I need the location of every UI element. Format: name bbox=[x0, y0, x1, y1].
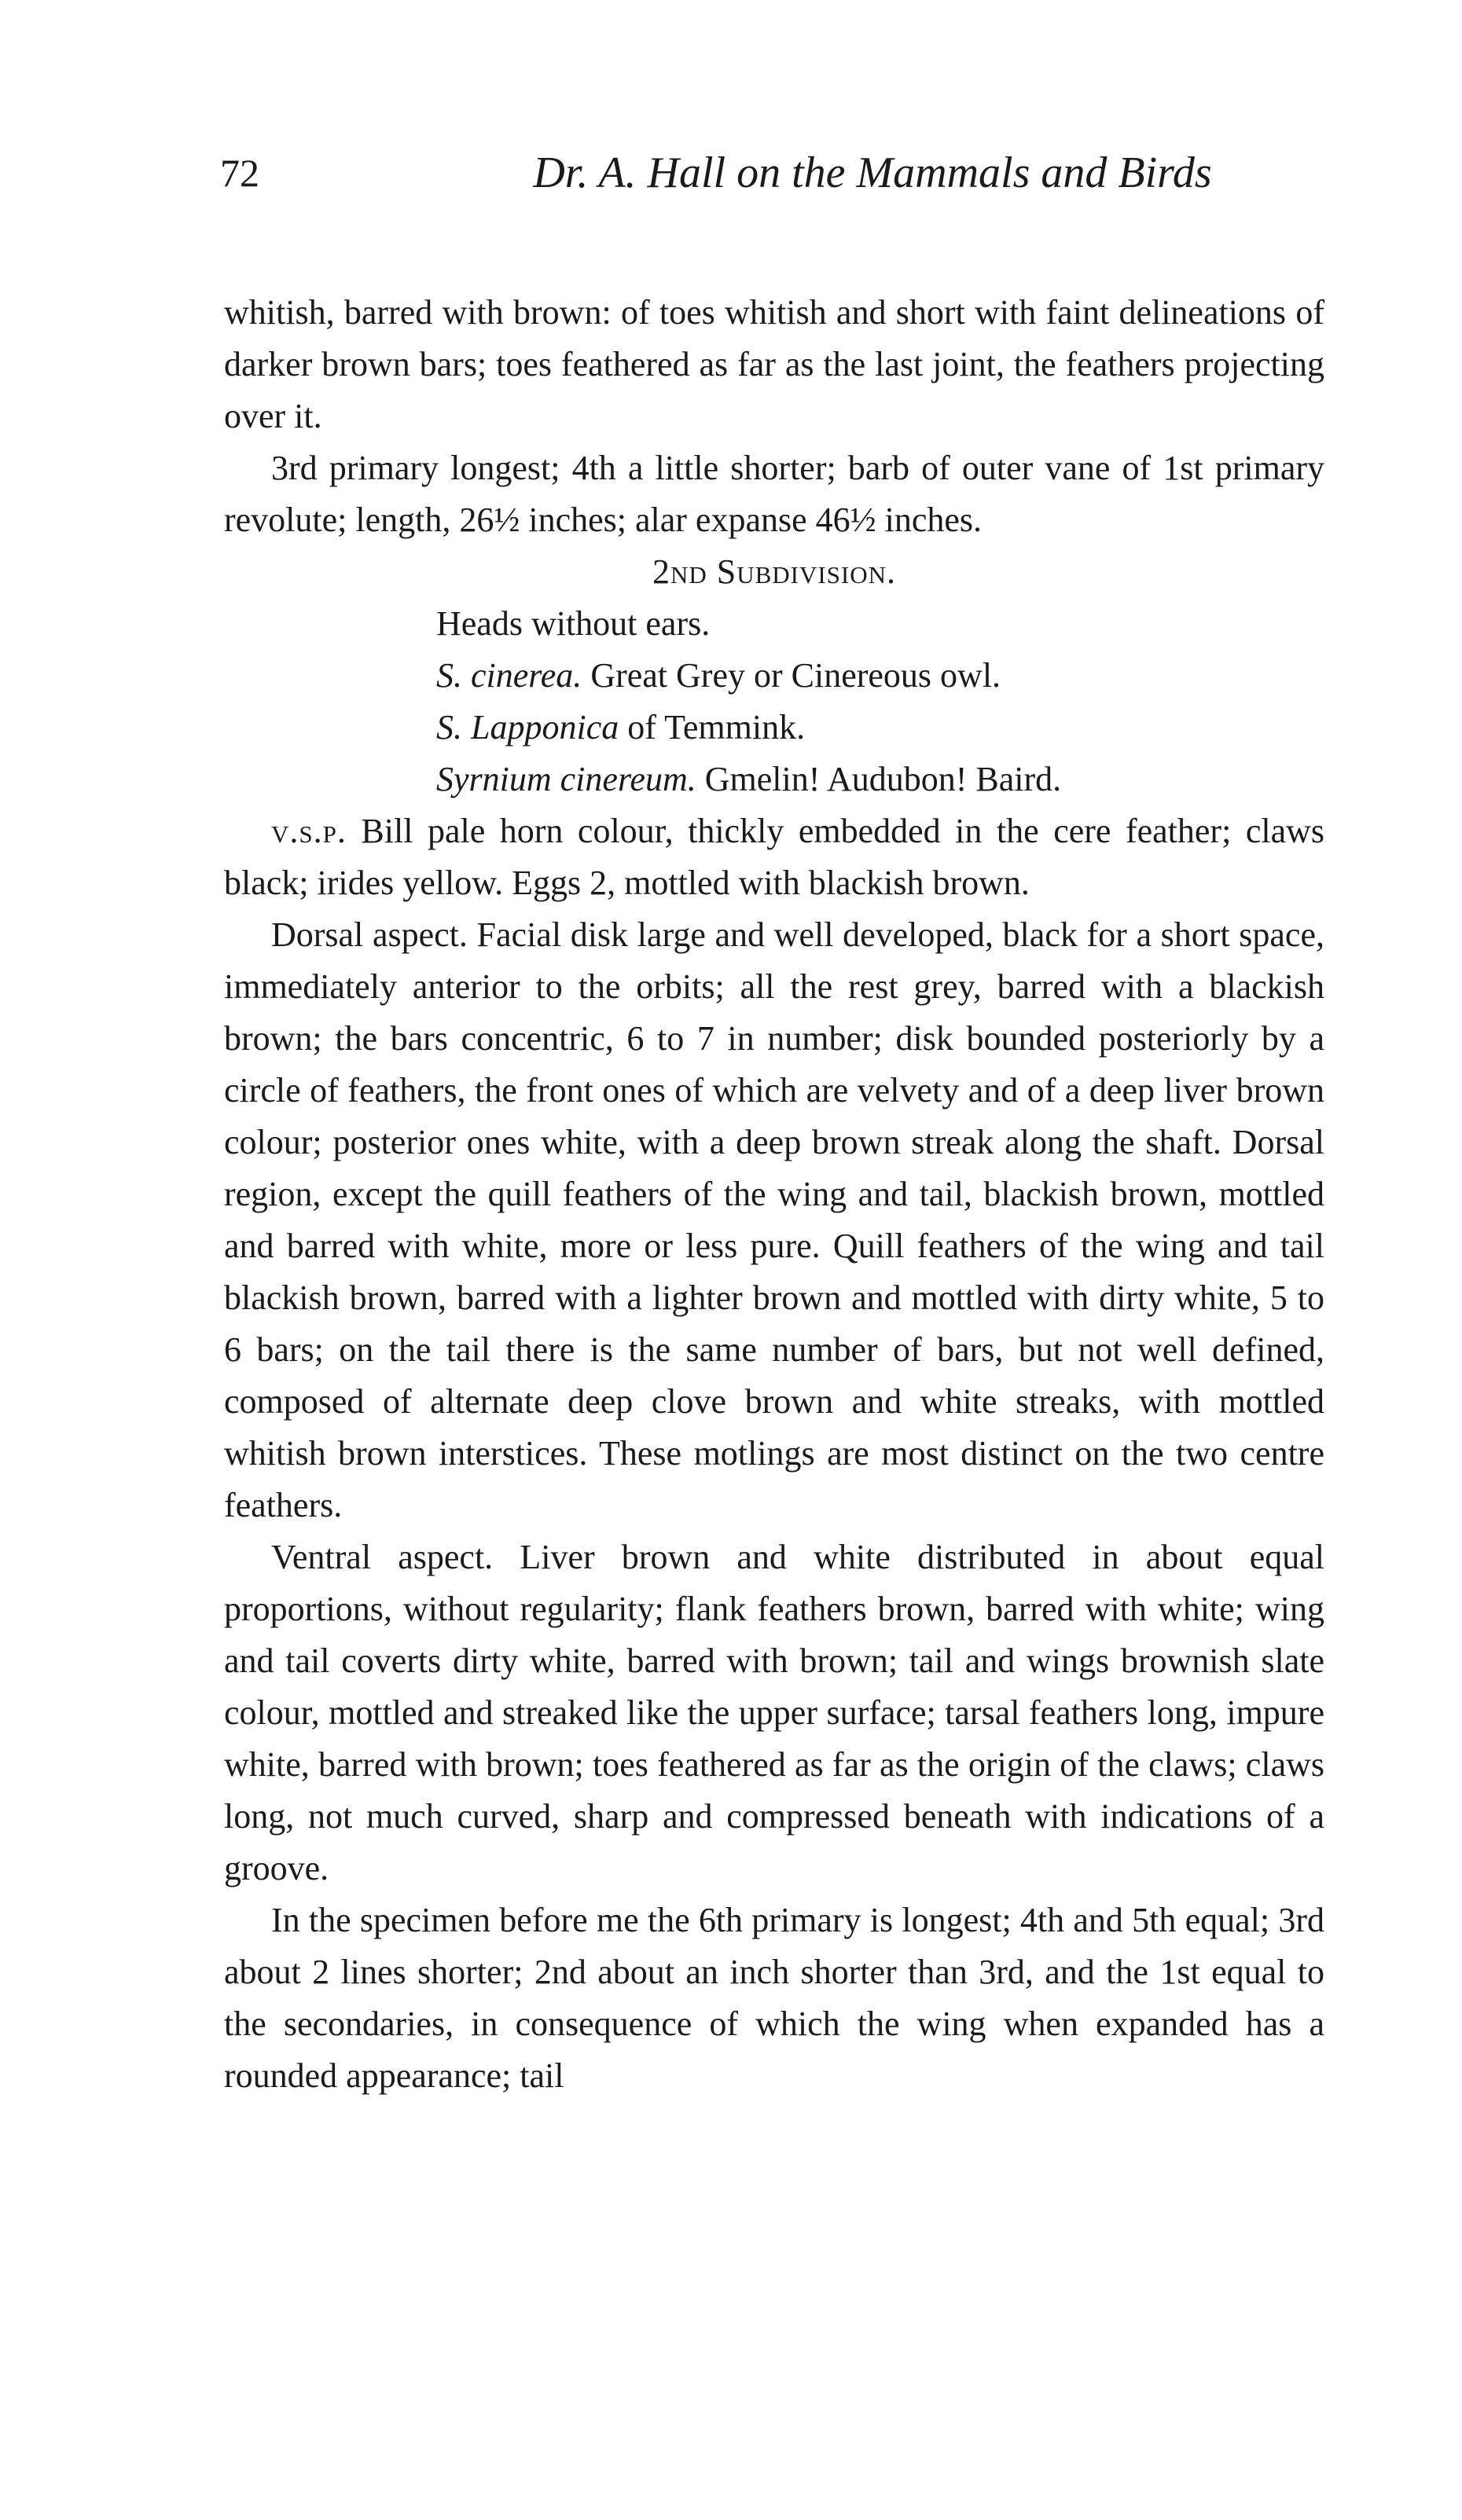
dorsal-aspect-paragraph: Dorsal aspect. Facial disk large and well developed, black for a short space, immediately anterior to the orbits; all the rest grey, barred with a blackish brown; the bars concentric, 6 to 7 in number; disk bounded posteriorly by a circle of feathers, the front ones of which are velvety and of a deep liver brown colour; posterior ones white, with a deep brown streak along the shaft. Dorsal region, except the quill feathers of the wing and tail, blackish brown, mottled and barred with white, more or less pure. Quill feathers of the wing and tail blackish brown, barred with a lighter brown and mottled with dirty white, 5 to 6 bars; on the tail there is the same number of bars, but not well defined, composed of alternate deep clove brown and white streaks, with mottled whitish brown interstices. These motlings are most distinct on the two centre feathers. bbox=[224, 915, 1324, 1524]
paragraph-continuation: whitish, barred with brown: of toes whitish and short with faint delineations of darker brown bars; toes feathered as far as the last joint, the feathers projecting over it. bbox=[224, 293, 1324, 435]
subdivision-heading: 2nd Subdivision. bbox=[652, 552, 897, 591]
synonym-rest: Great Grey or Cinereous owl. bbox=[582, 656, 1001, 695]
specimen-paragraph: In the specimen before me the 6th primary is longest; 4th and 5th equal; 3rd about 2 lines shorter; 2nd about an inch shorter than 3rd, and the 1st equal to the secondaries, in consequence of which the wing when expanded has a rounded appearance; tail bbox=[224, 1901, 1324, 2095]
synonym-line bbox=[224, 754, 1324, 805]
ventral-aspect-paragraph: Ventral aspect. Liver brown and white distributed in about equal proportions, without regularity; flank feathers brown, barred with white; wing and tail coverts dirty white, barred with brown; tail and wings brownish slate colour, mottled and streaked like the upper surface; tarsal feathers long, impure white, barred with brown; toes feathered as far as the origin of the claws; claws long, not much curved, sharp and compressed beneath with indications of a groove. bbox=[224, 1538, 1324, 1887]
synonym-genus: Syrnium bbox=[436, 760, 552, 798]
body-text bbox=[224, 287, 1324, 2102]
synonym-rest: of Temmink. bbox=[619, 708, 806, 746]
paragraph-primaries: 3rd primary longest; 4th a little shorter; barb of outer vane of 1st primary revolute; length, 26½ inches; alar expanse 46½ inches. bbox=[224, 449, 1324, 539]
running-head: Dr. A. Hall on the Mammals and Birds bbox=[533, 149, 1212, 197]
synonym-species: cinerea. bbox=[471, 656, 582, 695]
vsp-text: Bill pale horn colour, thickly embedded in the cere feather; claws black; irides yellow. Eggs 2, mottled with blackish brown. bbox=[224, 812, 1324, 902]
synonym-rest: Gmelin! Audubon! Baird. bbox=[696, 760, 1062, 798]
synonym-line bbox=[224, 650, 1324, 702]
vsp-label: v.s.p. bbox=[271, 812, 347, 850]
heads-line: Heads without ears. bbox=[436, 604, 711, 643]
synonym-line bbox=[224, 702, 1324, 754]
synonym-genus: S. bbox=[436, 708, 462, 746]
synonym-species: Lapponica bbox=[471, 708, 619, 746]
synonym-species: cinereum. bbox=[560, 760, 696, 798]
page-header bbox=[220, 141, 1321, 204]
page-number: 72 bbox=[220, 151, 259, 195]
synonym-genus: S. bbox=[436, 656, 462, 695]
vsp-paragraph bbox=[224, 805, 1324, 909]
